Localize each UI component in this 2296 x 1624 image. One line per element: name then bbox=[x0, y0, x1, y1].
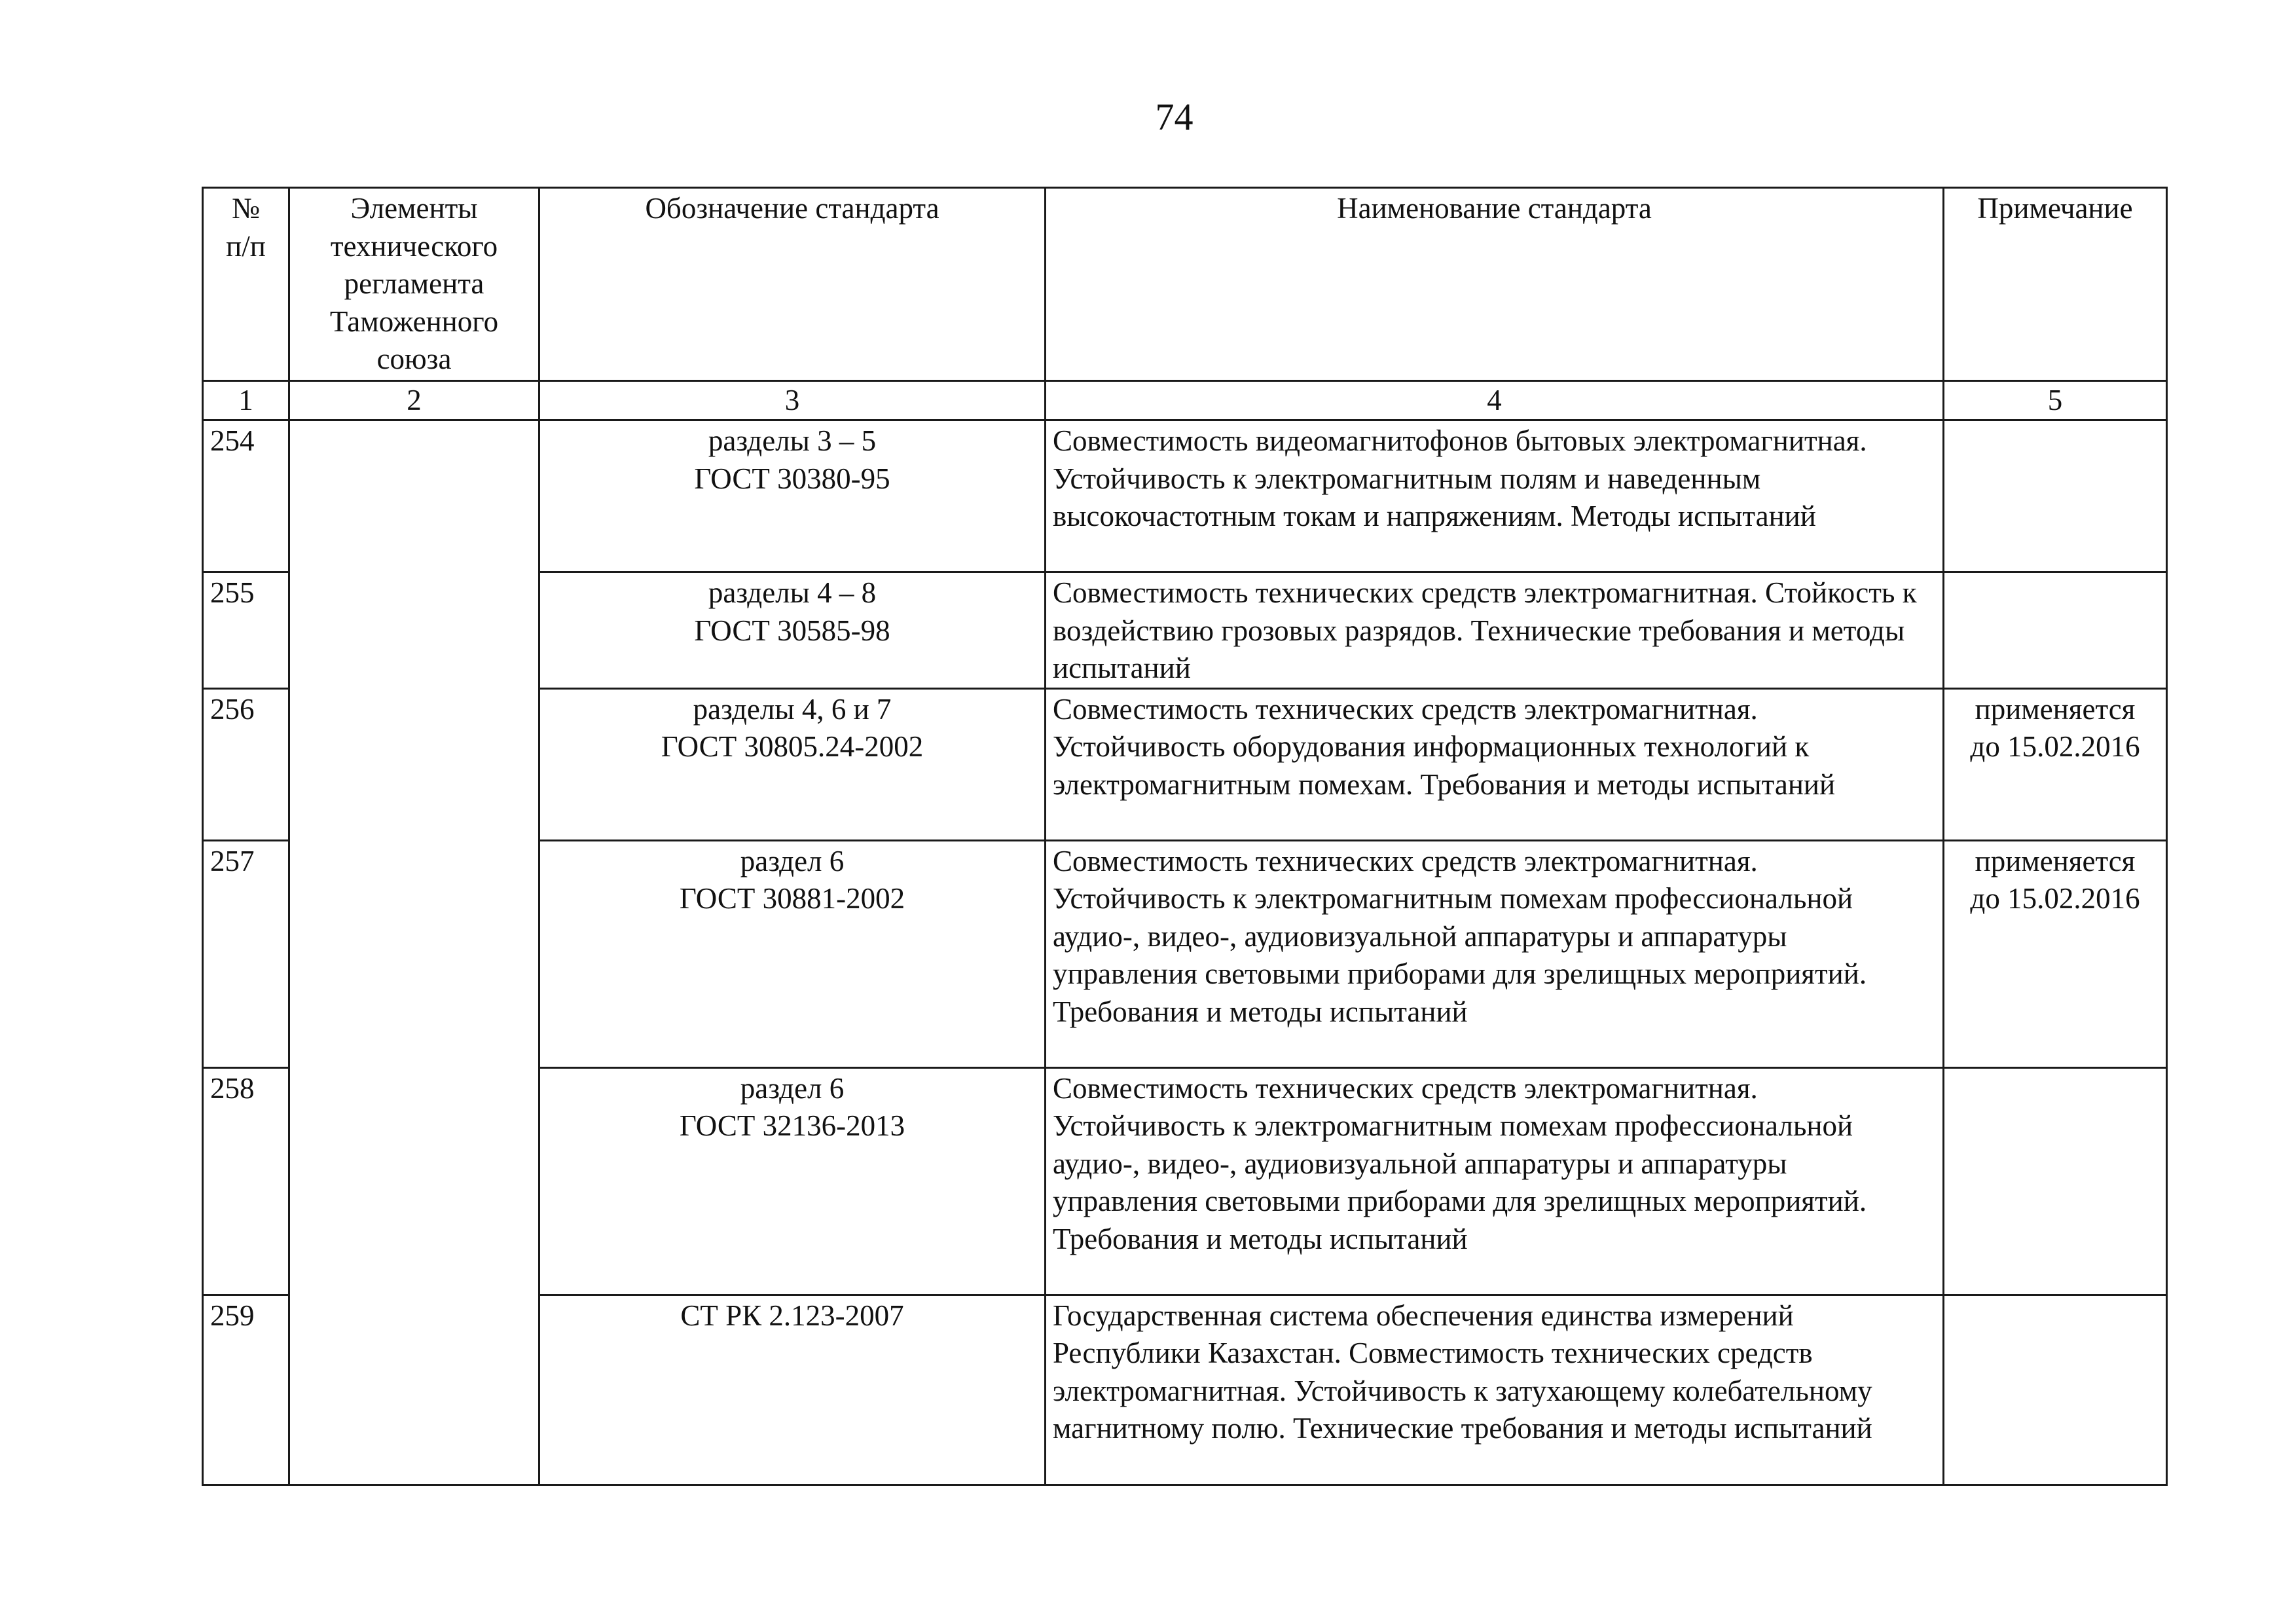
header-number-line: п/п bbox=[226, 229, 266, 263]
row-number: 259 bbox=[203, 1295, 289, 1485]
note-line: применяется bbox=[1975, 692, 2136, 726]
designation-line: раздел 6 bbox=[740, 844, 845, 877]
row-number: 258 bbox=[203, 1067, 289, 1295]
standard-name: Совместимость технических средств электромагнитная. Устойчивость оборудования информационных технологий к электромагнитным помехам. Требования и методы испытаний bbox=[1046, 688, 1944, 840]
header-number-line: № bbox=[232, 192, 260, 225]
header-note: Примечание bbox=[1944, 188, 2167, 381]
column-numbers-row bbox=[203, 381, 2167, 420]
standard-name: Совместимость технических средств электромагнитная. Устойчивость к электромагнитным помехам профессиональной аудио-, видео-, аудиовизуальной аппаратуры и аппаратуры управления световыми приборами для зрелищных мероприятий. Требования и методы испытаний bbox=[1046, 840, 1944, 1067]
column-number: 5 bbox=[1944, 381, 2167, 420]
row-number: 256 bbox=[203, 688, 289, 840]
column-number: 2 bbox=[289, 381, 539, 420]
header-elements-line: Таможенного bbox=[329, 304, 499, 338]
designation-line: ГОСТ 30881-2002 bbox=[679, 882, 905, 915]
designation-line: ГОСТ 30380-95 bbox=[694, 462, 890, 495]
standard-name: Государственная система обеспечения единства измерений Республики Казахстан. Совместимость технических средств электромагнитная. Устойчивость к затухающему колебательному магнитному полю. Технические требования и методы испытаний bbox=[1046, 1295, 1944, 1485]
standard-name: Совместимость технических средств электромагнитная. Устойчивость к электромагнитным помехам профессиональной аудио-, видео-, аудиовизуальной аппаратуры и аппаратуры управления световыми приборами для зрелищных мероприятий. Требования и методы испытаний bbox=[1046, 1067, 1944, 1295]
standard-designation bbox=[539, 840, 1046, 1067]
designation-line: ГОСТ 30585-98 bbox=[694, 614, 890, 647]
designation-line: разделы 4 – 8 bbox=[708, 576, 877, 609]
standard-note bbox=[1944, 840, 2167, 1067]
designation-line: СТ РК 2.123-2007 bbox=[680, 1299, 904, 1332]
standard-name: Совместимость видеомагнитофонов бытовых электромагнитная. Устойчивость к электромагнитным полям и наведенным высокочастотным токам и напряжениям. Методы испытаний bbox=[1046, 420, 1944, 572]
header-elements bbox=[289, 188, 539, 381]
standards-table bbox=[202, 187, 2168, 1486]
row-number: 257 bbox=[203, 840, 289, 1067]
header-number bbox=[203, 188, 289, 381]
header-elements-line: регламента bbox=[344, 267, 484, 300]
header-designation: Обозначение стандарта bbox=[539, 188, 1046, 381]
table-header-row bbox=[203, 188, 2167, 381]
standard-note bbox=[1944, 420, 2167, 572]
page-number: 74 bbox=[1155, 96, 1194, 138]
header-elements-line: союза bbox=[376, 342, 452, 375]
note-line: до 15.02.2016 bbox=[1970, 730, 2140, 763]
row-number: 254 bbox=[203, 420, 289, 572]
column-number: 4 bbox=[1046, 381, 1944, 420]
designation-line: раздел 6 bbox=[740, 1071, 845, 1105]
note-line: применяется bbox=[1975, 844, 2136, 877]
standard-note bbox=[1944, 688, 2167, 840]
table-row bbox=[203, 420, 2167, 572]
standard-note bbox=[1944, 572, 2167, 689]
designation-line: разделы 4, 6 и 7 bbox=[693, 692, 892, 726]
standard-note bbox=[1944, 1067, 2167, 1295]
column-number: 3 bbox=[539, 381, 1046, 420]
designation-line: ГОСТ 30805.24-2002 bbox=[661, 730, 924, 763]
standard-designation bbox=[539, 1067, 1046, 1295]
standard-note bbox=[1944, 1295, 2167, 1485]
standard-designation bbox=[539, 1295, 1046, 1485]
header-elements-line: технического bbox=[330, 229, 498, 263]
header-name: Наименование стандарта bbox=[1046, 188, 1944, 381]
regulation-elements-cell bbox=[289, 420, 539, 1485]
row-number: 255 bbox=[203, 572, 289, 689]
designation-line: ГОСТ 32136-2013 bbox=[679, 1109, 905, 1142]
standard-designation bbox=[539, 572, 1046, 689]
standard-designation bbox=[539, 420, 1046, 572]
header-elements-line: Элементы bbox=[350, 192, 478, 225]
designation-line: разделы 3 – 5 bbox=[708, 424, 877, 457]
standard-name: Совместимость технических средств электромагнитная. Стойкость к воздействию грозовых разрядов. Технические требования и методы испытаний bbox=[1046, 572, 1944, 689]
note-line: до 15.02.2016 bbox=[1970, 882, 2140, 915]
column-number: 1 bbox=[203, 381, 289, 420]
standard-designation bbox=[539, 688, 1046, 840]
